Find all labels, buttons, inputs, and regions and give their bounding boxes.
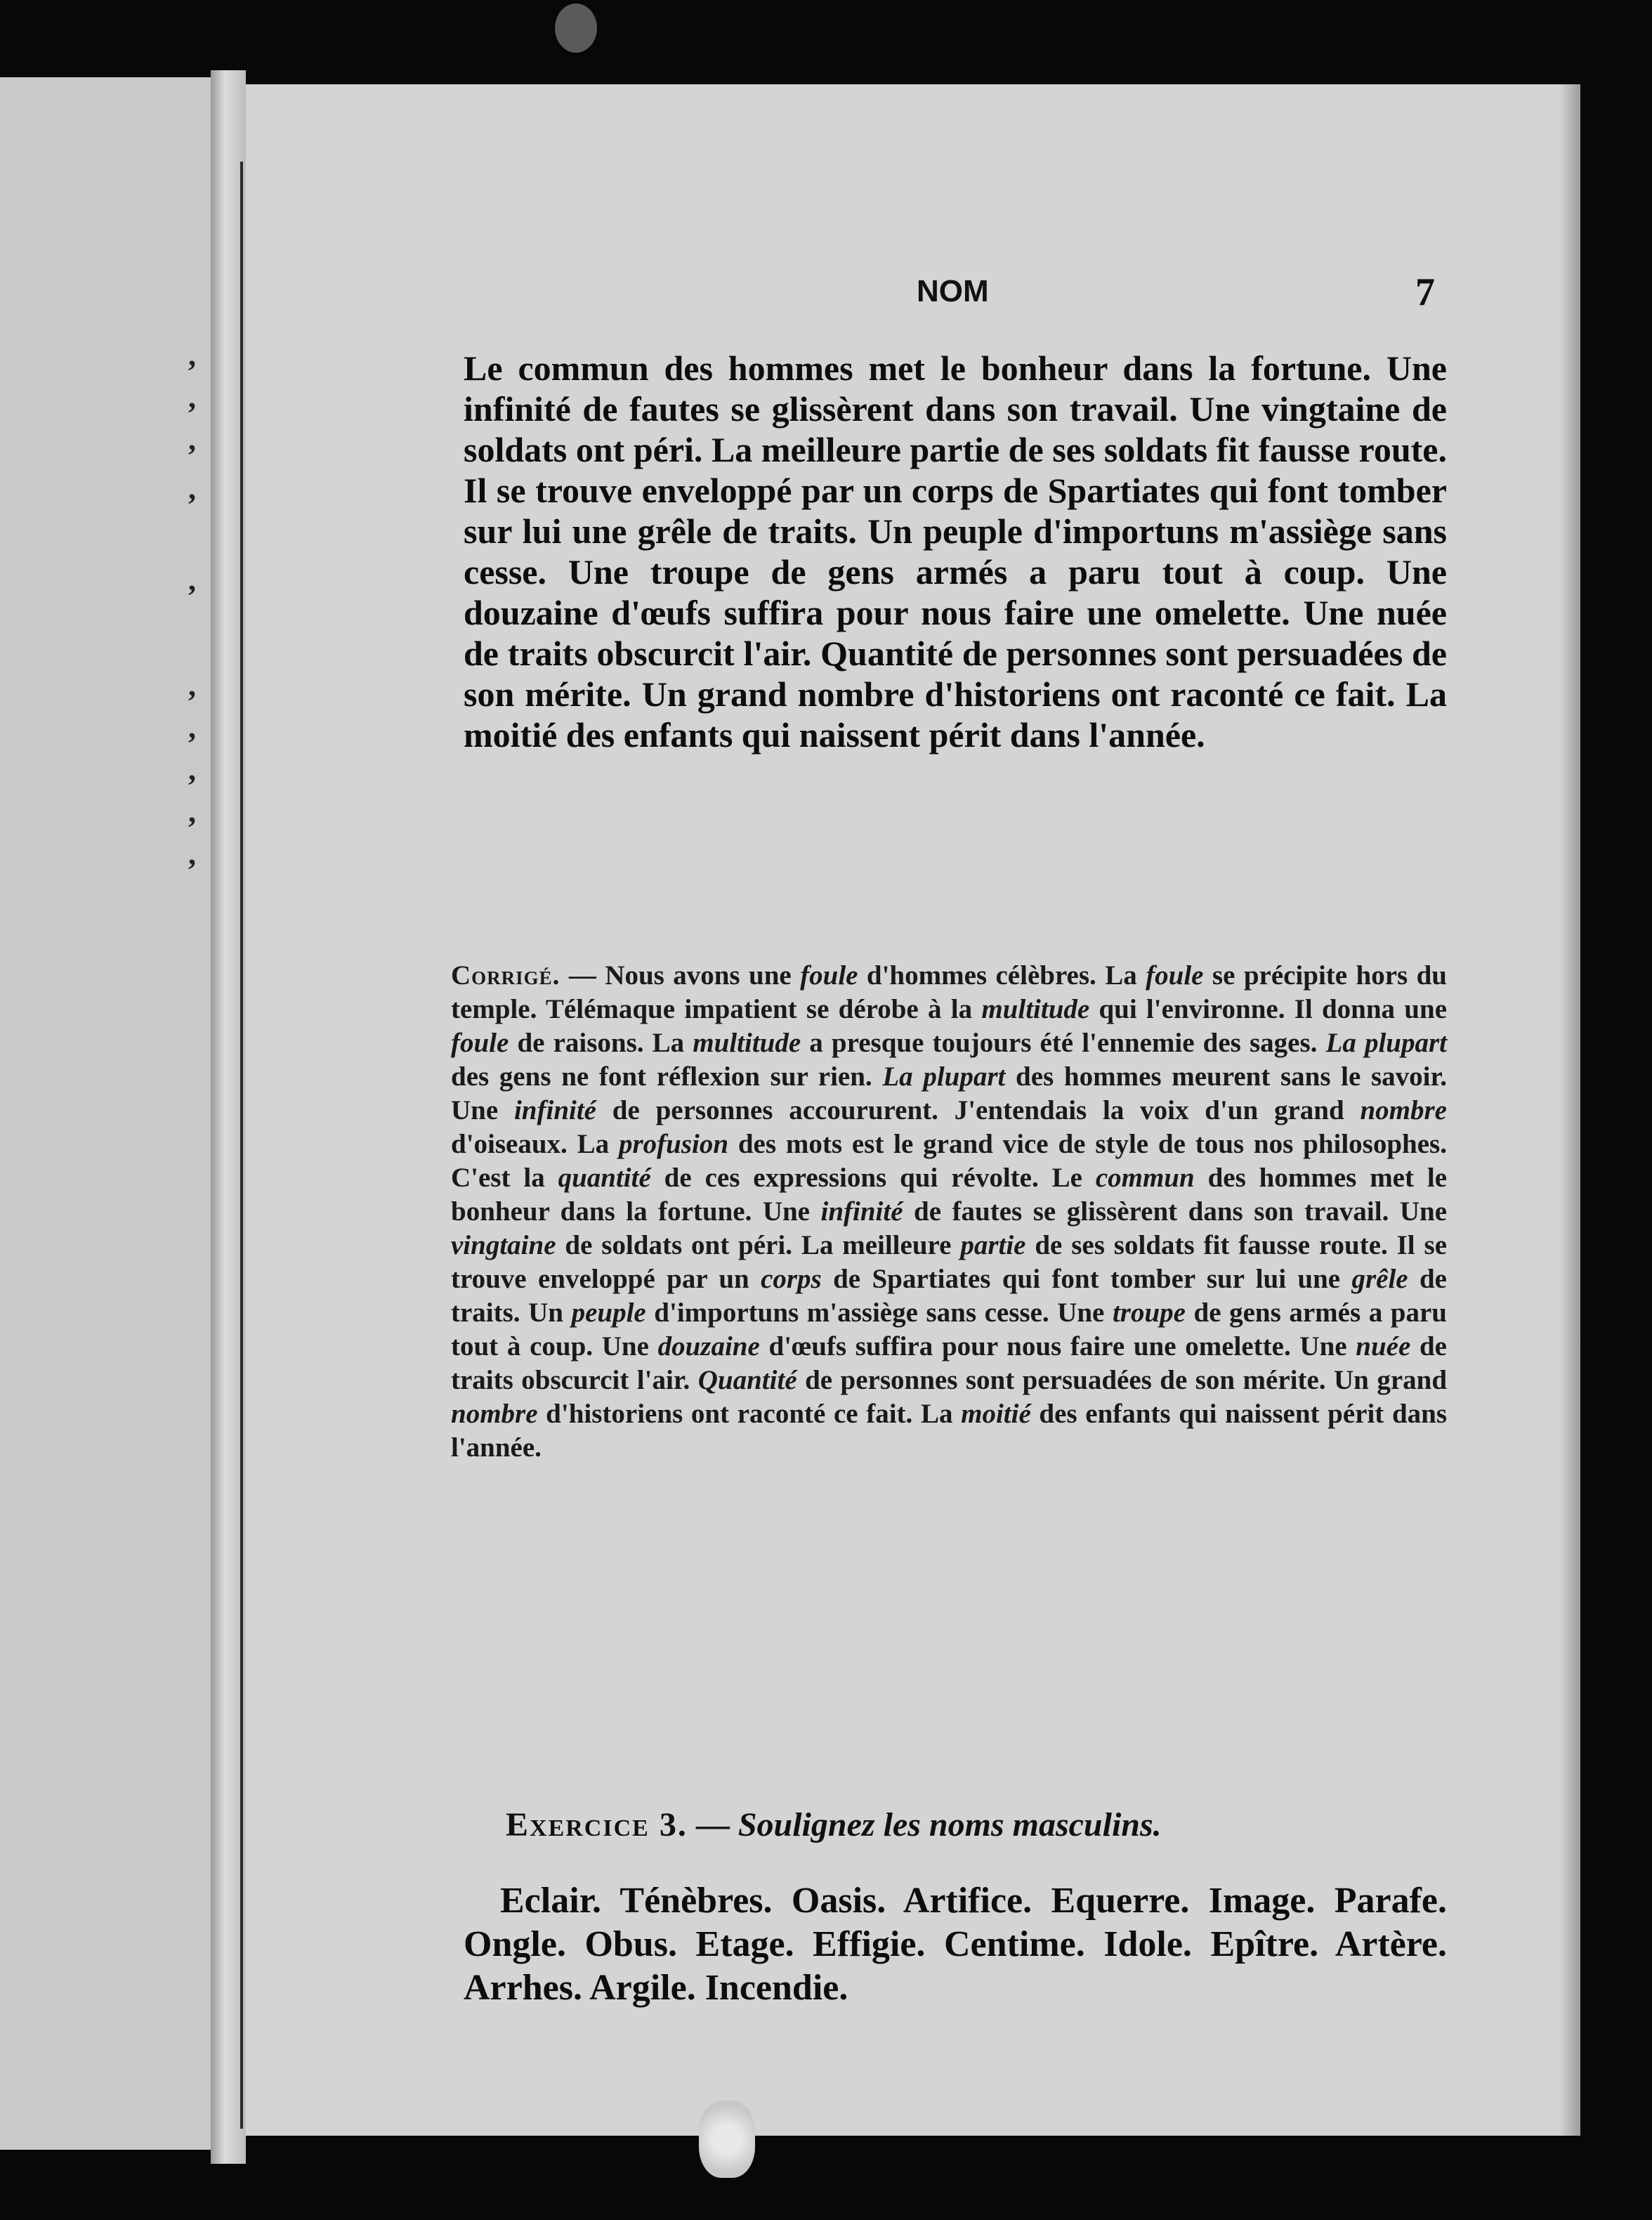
collective-noun: grêle [1351,1264,1408,1294]
corrige-text: qui l'environne. Il donna une [1089,994,1447,1024]
exercise-label: Exercice 3. [506,1806,688,1843]
corrige-text: de personnes sont persuadées de son mérite. Un grand [796,1365,1448,1395]
collective-noun: troupe [1112,1298,1186,1328]
corrige-text: — Nous avons une [560,960,801,991]
collective-noun: nombre [451,1399,538,1429]
collective-noun: corps [761,1264,822,1294]
left-page-mark: , [188,710,196,745]
gutter-shadow-line [240,162,243,2129]
exercise-paragraph: Le commun des hommes met le bonheur dans la fortune. Une infinité de fautes se glissèrent dans son travail. Une vingtaine de soldats ont péri. La meilleure partie de ses soldats fit fausse route. Il se trouve enveloppé par un corps de Spartiates qui font tomber sur lui une grêle de traits. Un peuple d'importuns m'assiège sans cesse. Une troupe de gens armés a paru tout à coup. Une douzaine d'œufs suffira pour nous faire une omelette. Une nuée de traits obscurcit l'air. Quantité de personnes sont persuadées de son mérite. Un grand nombre d'historiens ont raconté ce fait. La moitié des enfants qui naissent périt dans l'année. [464,348,1447,755]
collective-noun: infinité [820,1196,903,1227]
corrige-text: de ces expressions qui révolte. Le [650,1163,1096,1193]
corrige-text: des mots est le grand vice de style de tous nos philosophes. C'est la [451,1129,1447,1193]
corrige-text: a presque toujours été l'ennemie des sages. [801,1028,1326,1058]
exercise-dash: — [687,1806,738,1843]
left-page-mark: , [188,752,196,787]
collective-noun: foule [451,1028,509,1058]
collective-noun: partie [960,1230,1026,1260]
corrige-label: Corrigé. [451,960,560,991]
left-page-mark: , [188,795,196,829]
corrige-text: d'hommes célèbres. La [858,960,1146,991]
corrige-text: de soldats ont péri. La meilleure [556,1230,961,1260]
corrige-text: des gens ne font réflexion sur rien. [451,1062,883,1092]
corrige-text: de Spartiates qui font tomber sur lui une [821,1264,1352,1294]
page-header [246,270,1580,337]
exercise-word-list: Eclair. Ténèbres. Oasis. Artifice. Equerre. Image. Parafe. Ongle. Obus. Etage. Effigie. Centime. Idole. Epître. Artère. Arrhes. Argile. Incendie. [464,1881,1447,2008]
left-page-mark: , [188,471,196,506]
collective-noun: Quantité [697,1365,797,1395]
exercise-instruction: Soulignez les noms masculins. [738,1806,1162,1843]
corrige-text: d'historiens ont raconté ce fait. La [537,1399,962,1429]
collective-noun: multitude [981,994,1090,1024]
corrige-text: de personnes accoururent. J'entendais la voix d'un grand [596,1095,1361,1125]
collective-noun: vingtaine [451,1230,556,1260]
binding-hole [555,4,597,53]
running-title: NOM [917,274,989,308]
collective-noun: peuple [571,1298,646,1328]
corrige-text: de traits obscurcit l'air. [451,1331,1447,1395]
corrige-text: des hommes met le bonheur dans la fortune. Une [451,1163,1448,1227]
left-page-mark: , [188,338,196,372]
paper-blemish [699,2101,755,2178]
collective-noun: profusion [618,1129,729,1159]
corrige-text: de raisons. La [509,1028,693,1058]
corrige-text: de traits. Un [451,1264,1447,1328]
collective-noun: commun [1095,1163,1195,1193]
collective-noun: infinité [513,1095,596,1125]
exercise-heading [506,1806,1447,1844]
collective-noun: La plupart [882,1062,1006,1092]
corrige-text: d'oiseaux. La [451,1129,619,1159]
collective-noun: nombre [1360,1095,1447,1125]
collective-noun: nuée [1356,1331,1411,1362]
left-page-edge [0,77,211,2150]
collective-noun: quantité [558,1163,651,1193]
collective-noun: moitié [961,1399,1031,1429]
collective-noun: La plupart [1325,1028,1447,1058]
corrige-block [451,959,1447,1465]
corrige-body [451,960,1447,1463]
corrige-text: de ses soldats fit fausse route. Il se trouve enveloppé par un [451,1230,1448,1294]
left-page-mark: , [188,422,196,457]
page-edge-shadow [1559,84,1580,2136]
exercise-text-block [464,348,1447,755]
corrige-text: se précipite hors du temple. Télémaque impatient se dérobe à la [451,960,1447,1024]
left-page-mark: , [188,668,196,703]
corrige-text: d'œufs suffira pour nous faire une omelette. Une [759,1331,1356,1362]
left-page-mark: , [188,837,196,871]
collective-noun: douzaine [657,1331,760,1362]
corrige-text: des enfants qui naissent périt dans l'année. [451,1399,1448,1463]
page-number: 7 [1415,270,1435,314]
left-page-mark: , [188,380,196,414]
collective-noun: foule [800,960,858,991]
corrige-text: de gens armés a paru tout à coup. Une [451,1298,1447,1362]
collective-noun: multitude [693,1028,801,1058]
corrige-text: de fautes se glissèrent dans son travail. Une [903,1196,1447,1227]
right-page [246,84,1580,2136]
corrige-text: d'importuns m'assiège sans cesse. Une [645,1298,1113,1328]
left-page-mark: , [188,563,196,597]
collective-noun: foule [1146,960,1204,991]
corrige-text: des hommes meurent sans le savoir. Une [451,1062,1447,1125]
